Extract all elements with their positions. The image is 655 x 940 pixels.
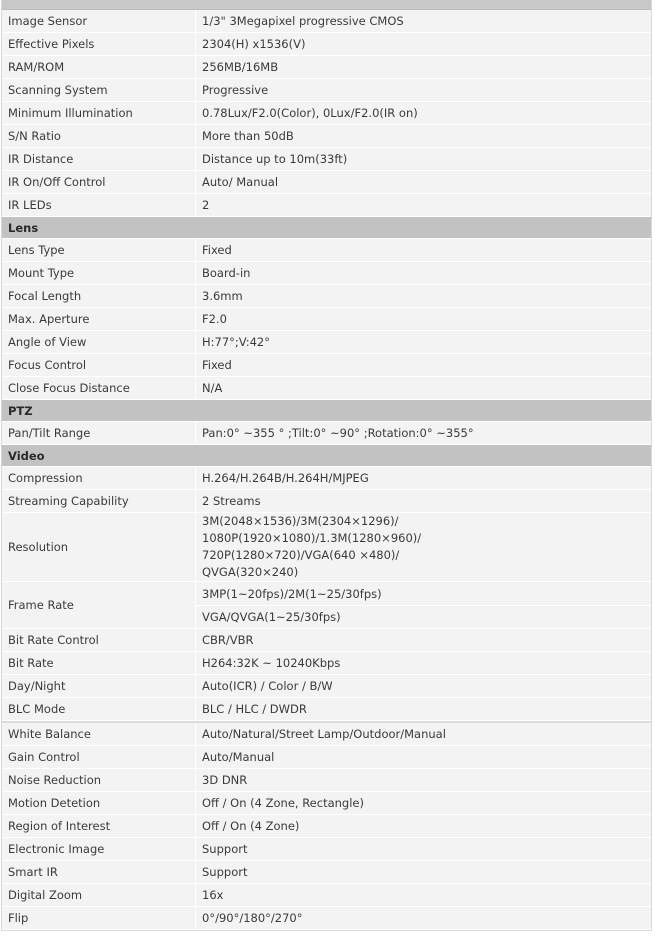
table-row-lens-type	[2, 239, 651, 262]
spec-key: Noise Reduction	[2, 769, 196, 791]
spec-value: Off / On (4 Zone)	[202, 819, 300, 833]
lens-rows	[2, 239, 651, 400]
frame-rate-line: VGA/QVGA(1~25/30fps)	[202, 609, 341, 624]
spec-value: Auto/ Manual	[202, 175, 279, 189]
spec-value: Auto(ICR) / Color / B/W	[202, 679, 333, 693]
spec-value: 2	[202, 198, 210, 212]
table-row-ir-on-off-control	[2, 171, 651, 194]
spec-value: Progressive	[202, 83, 269, 97]
spec-key: Minimum Illumination	[2, 102, 196, 124]
spec-value: Auto/Natural/Street Lamp/Outdoor/Manual	[202, 727, 446, 741]
spec-value	[196, 582, 651, 628]
table-row-digital-zoom	[2, 884, 651, 907]
ptz-rows	[2, 422, 651, 445]
table-row-scanning-system	[2, 79, 651, 102]
spec-key: Mount Type	[2, 262, 196, 284]
spec-value: Support	[202, 865, 248, 879]
spec-key: Pan/Tilt Range	[2, 422, 196, 444]
table-row-pan-tilt-range	[2, 422, 651, 445]
spec-key: S/N Ratio	[2, 125, 196, 147]
spec-value: Pan:0° ~355 ° ;Tilt:0° ~90° ;Rotation:0° ~355°	[202, 426, 474, 440]
spec-value: F2.0	[202, 312, 227, 326]
spec-value: H:77°;V:42°	[202, 335, 270, 349]
spec-key: Bit Rate Control	[2, 629, 196, 651]
spec-value	[196, 513, 651, 581]
spec-key: Gain Control	[2, 746, 196, 768]
table-row-max-aperture	[2, 308, 651, 331]
table-row-gain-control	[2, 746, 651, 769]
spec-key: Lens Type	[2, 239, 196, 261]
spec-key: Motion Detetion	[2, 792, 196, 814]
spec-key: Smart IR	[2, 861, 196, 883]
spec-key: Focus Control	[2, 354, 196, 376]
table-row-close-focus-distance	[2, 377, 651, 400]
table-row-region-of-interest	[2, 815, 651, 838]
spec-key: BLC Mode	[2, 698, 196, 720]
spec-key: Bit Rate	[2, 652, 196, 674]
spec-value: 2 Streams	[202, 494, 261, 508]
section-header-video: Video	[2, 445, 651, 467]
spec-value: 16x	[202, 888, 224, 902]
video-rows-c	[2, 721, 651, 930]
table-row-flip	[2, 907, 651, 930]
table-row-noise-reduction	[2, 769, 651, 792]
spec-value: Fixed	[202, 243, 232, 257]
spec-key: RAM/ROM	[2, 56, 196, 78]
section-header-lens: Lens	[2, 217, 651, 239]
spec-value: Board-in	[202, 266, 251, 280]
table-top-bar	[2, 0, 651, 10]
spec-key: Day/Night	[2, 675, 196, 697]
spec-value: BLC / HLC / DWDR	[202, 702, 307, 716]
spec-value: More than 50dB	[202, 129, 294, 143]
spec-value: H.264/H.264B/H.264H/MJPEG	[202, 471, 369, 485]
table-row-motion-detetion	[2, 792, 651, 815]
resolution-line: 3M(2048×1536)/3M(2304×1296)/	[202, 514, 399, 528]
spec-value: 1/3" 3Megapixel progressive CMOS	[202, 14, 404, 28]
spec-value: 3D DNR	[202, 773, 248, 787]
spec-key: Close Focus Distance	[2, 377, 196, 399]
table-row-resolution	[2, 513, 651, 582]
table-row-compression	[2, 467, 651, 490]
spec-value: H264:32K ~ 10240Kbps	[202, 656, 341, 670]
spec-key: Flip	[2, 907, 196, 929]
table-row-white-balance	[2, 723, 651, 746]
spec-value: Distance up to 10m(33ft)	[202, 152, 348, 166]
table-row-image-sensor	[2, 10, 651, 33]
spec-key: Frame Rate	[2, 582, 196, 628]
spec-value: N/A	[202, 381, 223, 395]
table-row-bit-rate-control	[2, 629, 651, 652]
video-rows-b	[2, 629, 651, 721]
table-row-focus-control	[2, 354, 651, 377]
spec-key: IR Distance	[2, 148, 196, 170]
spec-value: Fixed	[202, 358, 232, 372]
spec-key: Region of Interest	[2, 815, 196, 837]
spec-value: 3.6mm	[202, 289, 243, 303]
spec-value: 0.78Lux/F2.0(Color), 0Lux/F2.0(IR on)	[202, 106, 418, 120]
table-row-effective-pixels	[2, 33, 651, 56]
table-row-angle-of-view	[2, 331, 651, 354]
resolution-line: 720P(1280×720)/VGA(640 ×480)/	[202, 548, 400, 562]
spec-key: Digital Zoom	[2, 884, 196, 906]
spec-key: Focal Length	[2, 285, 196, 307]
video-rows-a	[2, 467, 651, 513]
table-row-electronic-image	[2, 838, 651, 861]
spec-key: Streaming Capability	[2, 490, 196, 512]
spec-key: IR LEDs	[2, 194, 196, 216]
spec-key: Angle of View	[2, 331, 196, 353]
resolution-line: 1080P(1920×1080)/1.3M(1280×960)/	[202, 531, 422, 545]
table-row-streaming-capability	[2, 490, 651, 513]
spec-key: Image Sensor	[2, 10, 196, 32]
spec-value: Support	[202, 842, 248, 856]
table-row-bit-rate	[2, 652, 651, 675]
spec-value: 2304(H) x1536(V)	[202, 37, 306, 51]
table-row-blc-mode	[2, 698, 651, 721]
spec-value: 0°/90°/180°/270°	[202, 911, 303, 925]
spec-key: White Balance	[2, 723, 196, 745]
table-row-ir-distance	[2, 148, 651, 171]
table-row-day-night	[2, 675, 651, 698]
spec-table	[1, 0, 652, 931]
spec-key: IR On/Off Control	[2, 171, 196, 193]
table-row-smart-ir	[2, 861, 651, 884]
frame-rate-line: 3MP(1~20fps)/2M(1~25/30fps)	[196, 583, 651, 606]
spec-value: 256MB/16MB	[202, 60, 279, 74]
table-row-minimum-illumination	[2, 102, 651, 125]
spec-key: Resolution	[2, 513, 196, 581]
spec-key: Compression	[2, 467, 196, 489]
table-row-s-n-ratio	[2, 125, 651, 148]
spec-value: Off / On (4 Zone, Rectangle)	[202, 796, 364, 810]
section-header-ptz: PTZ	[2, 400, 651, 422]
table-row-ir-leds	[2, 194, 651, 217]
table-row-mount-type	[2, 262, 651, 285]
spec-value: CBR/VBR	[202, 633, 254, 647]
table-row-frame-rate	[2, 582, 651, 629]
general-rows	[2, 10, 651, 217]
spec-key: Max. Aperture	[2, 308, 196, 330]
spec-key: Electronic Image	[2, 838, 196, 860]
table-row-focal-length	[2, 285, 651, 308]
spec-key: Scanning System	[2, 79, 196, 101]
spec-value: Auto/Manual	[202, 750, 275, 764]
resolution-line: QVGA(320×240)	[202, 565, 299, 579]
spec-key: Effective Pixels	[2, 33, 196, 55]
table-row-ram-rom	[2, 56, 651, 79]
